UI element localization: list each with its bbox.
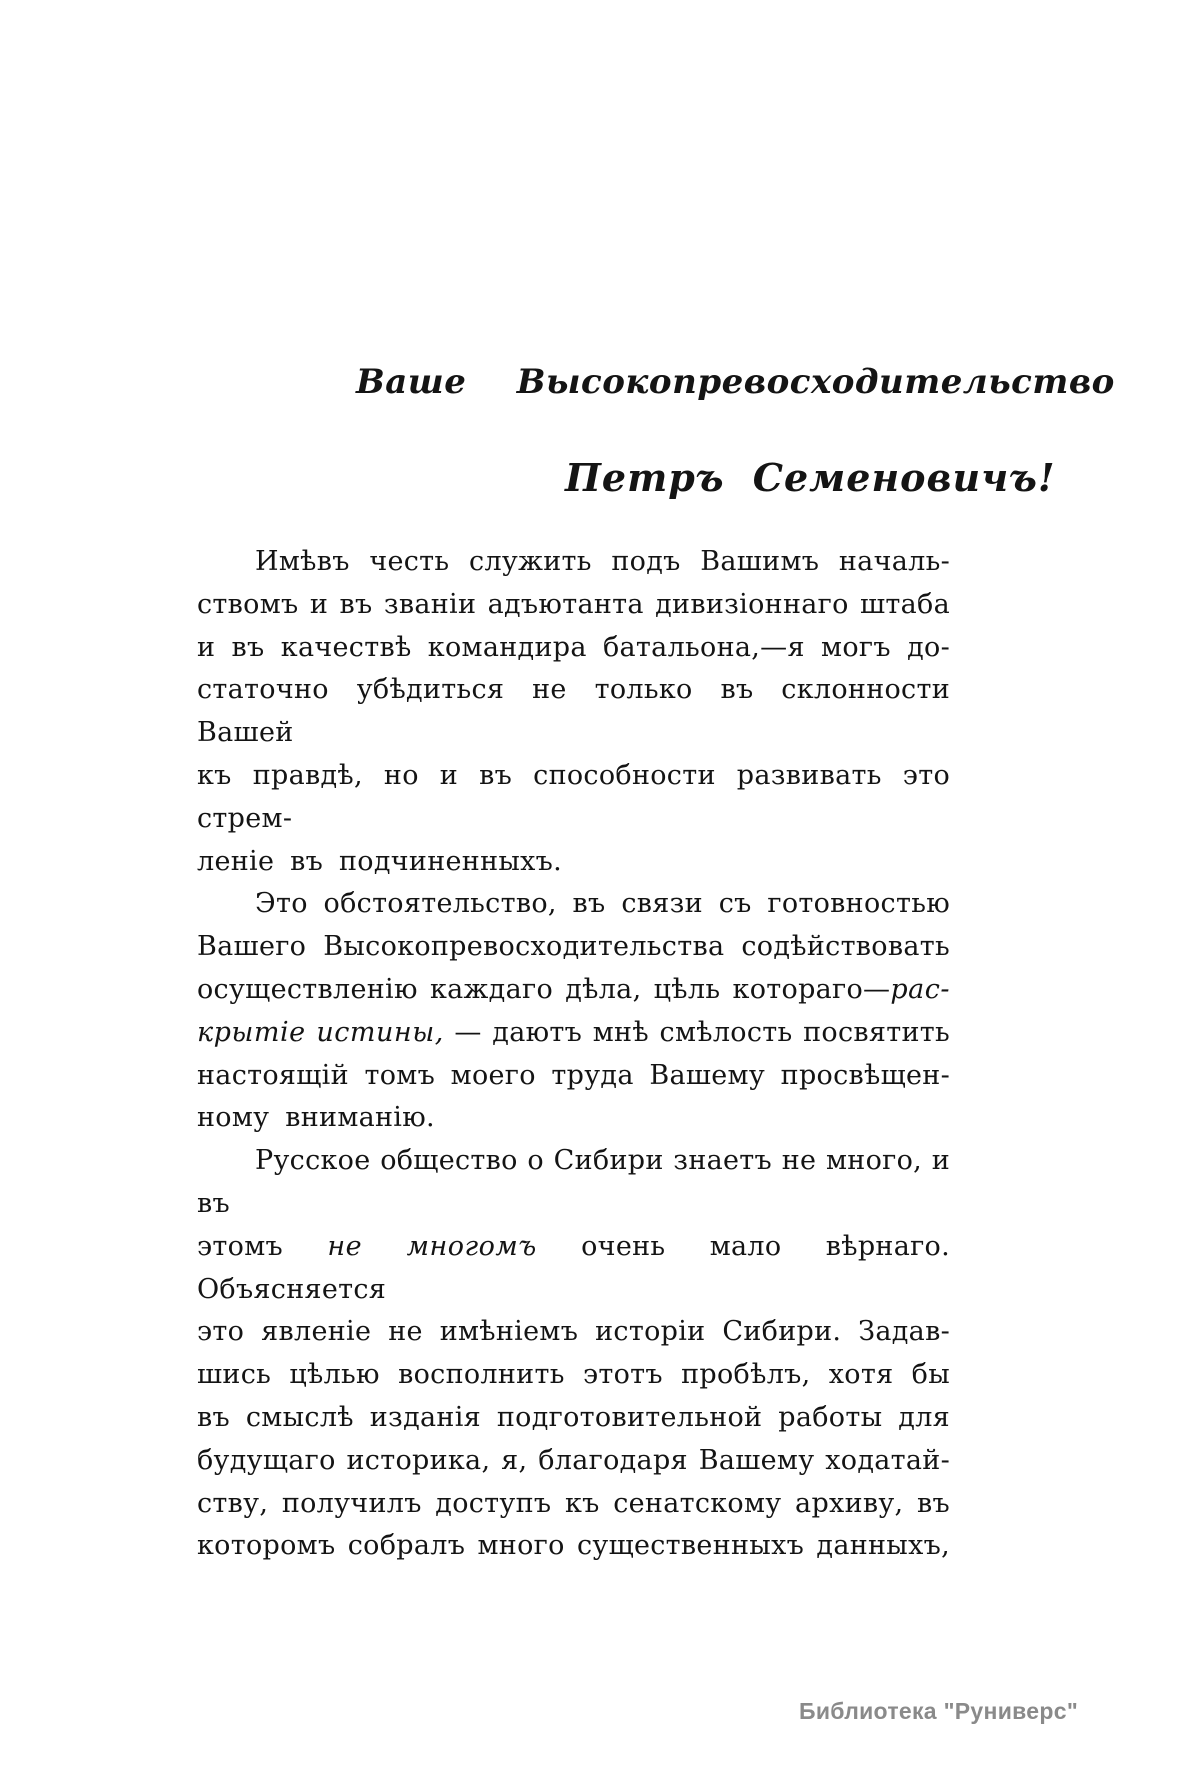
text-segment: леніе въ подчиненныхъ.: [197, 845, 563, 877]
text-line: [197, 1140, 950, 1226]
emphasized-text: рас-: [890, 973, 950, 1005]
library-watermark: Библиотека "Руниверс": [799, 1698, 1079, 1724]
text-line: [197, 1097, 950, 1140]
text-line: [197, 969, 950, 1012]
text-segment: Вашего Высокопревосходительства содѣйствовать: [197, 931, 950, 963]
text-segment: настоящій томъ моего труда Вашему просвѣщен-: [197, 1059, 950, 1091]
text-line: [197, 1226, 950, 1312]
text-line: [197, 1012, 950, 1055]
text-segment: ному вниманію.: [197, 1102, 435, 1134]
text-line: [197, 627, 950, 670]
salutation-script-line: Ваше Высокопревосходительство: [356, 362, 1115, 402]
text-segment: статочно убѣдиться не только въ склонности Вашей: [197, 674, 950, 749]
text-line: [197, 584, 950, 627]
emphasized-text: крытіе истины,: [197, 1016, 444, 1048]
text-line: [197, 1483, 950, 1526]
text-segment: къ правдѣ, но и въ способности развивать это стрем-: [197, 759, 950, 834]
text-line: [197, 883, 950, 926]
text-line: [197, 669, 950, 755]
text-segment: будущаго историка, я, благодаря Вашему ходатай-: [197, 1444, 950, 1476]
text-segment: Имѣвъ честь служить подъ Вашимъ началь-: [255, 546, 950, 577]
text-segment: шись цѣлью восполнить этотъ пробѣлъ, хотя бы: [197, 1359, 950, 1391]
text-segment: которомъ собралъ много существенныхъ данныхъ,: [197, 1530, 950, 1562]
text-segment: и въ качествѣ командира батальона,—я могъ до-: [197, 631, 950, 663]
text-line: [197, 1311, 950, 1354]
text-segment: это явленіе не имѣніемъ исторіи Сибири. Задав-: [197, 1316, 950, 1348]
text-segment: ству, получилъ доступъ къ сенатскому архиву, въ: [197, 1487, 950, 1519]
text-line: [197, 755, 950, 841]
emphasized-text: не многомъ: [327, 1230, 537, 1262]
text-segment: очень мало вѣрнаго. Объясняется: [197, 1230, 950, 1305]
text-segment: этомъ: [197, 1230, 328, 1262]
text-line: [197, 1354, 950, 1397]
text-segment: ствомъ и въ званіи адъютанта дивизіоннаго штаба: [197, 588, 950, 620]
text-line: [197, 926, 950, 969]
body-text: [197, 541, 950, 1568]
text-segment: въ смыслѣ изданія подготовительной работы для: [197, 1401, 950, 1433]
text-line: [197, 541, 950, 584]
text-line: [197, 1525, 950, 1568]
text-segment: Это обстоятельство, въ связи съ готовностью: [255, 888, 950, 920]
text-line: [197, 1397, 950, 1440]
text-segment: Русское общество о Сибири знаетъ не много, и въ: [197, 1145, 950, 1219]
text-segment: осуществленію каждаго дѣла, цѣль котораго—: [197, 973, 891, 1005]
text-line: [197, 1055, 950, 1098]
salutation-name-line: Петръ Семеновичъ!: [565, 455, 1056, 500]
text-segment: — даютъ мнѣ смѣлость посвятить: [443, 1016, 950, 1048]
text-line: [197, 841, 950, 884]
text-line: [197, 1440, 950, 1483]
